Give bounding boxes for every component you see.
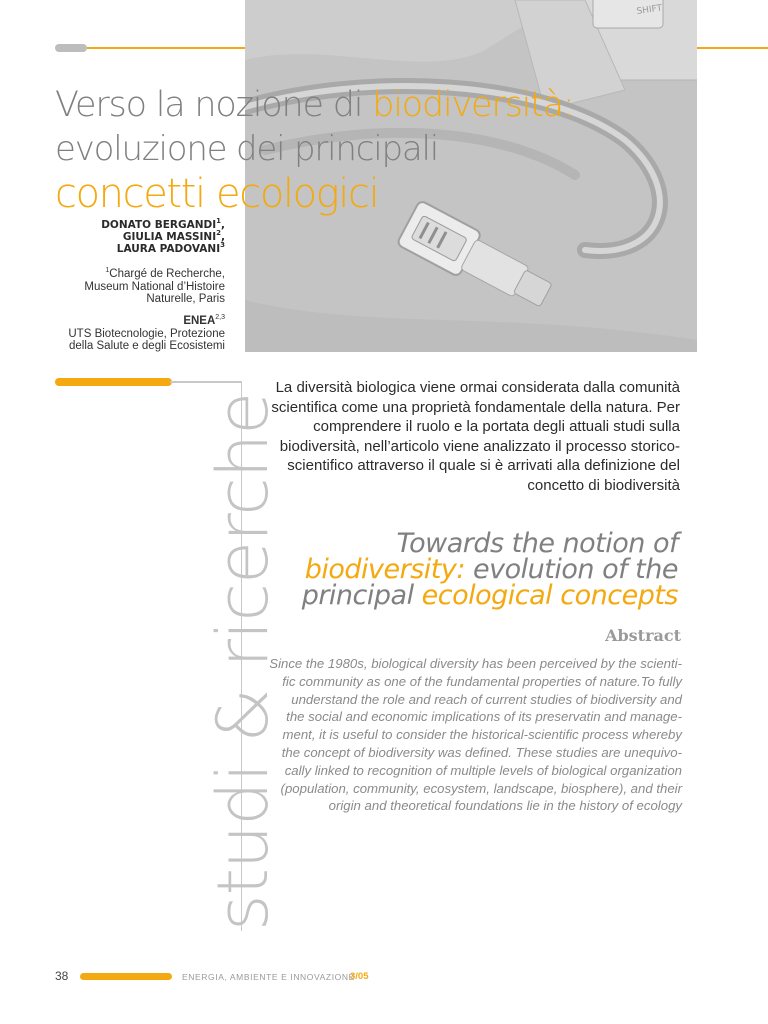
affiliation-line: della Salute e degli Ecosistemi <box>69 340 225 352</box>
abstract-line: the concept of biodiversity was defined. These studies are unequivo- <box>281 744 682 760</box>
author-sup: 2 <box>216 229 221 237</box>
abstract-heading: Abstract <box>605 626 681 645</box>
summary-line: La diversità biologica viene ormai considerata dalla comunità <box>275 379 680 396</box>
affiliation-text: Chargé de Recherche, <box>109 268 225 280</box>
author-list <box>101 219 225 255</box>
italian-summary <box>260 378 680 496</box>
affiliation-sup: 2,3 <box>215 314 225 321</box>
affiliation-enea <box>68 315 225 353</box>
affiliation-line <box>84 268 225 281</box>
summary-line: comprendere il ruolo e la portata degli attuali studi sulla <box>313 418 680 436</box>
affiliation-line: UTS Biotecnologie, Protezione <box>68 327 225 340</box>
summary-line: concetto di biodiversità <box>527 476 680 494</box>
author-sup: 1 <box>216 217 221 225</box>
footer-journal-name: ENERGIA, AMBIENTE E INNOVAZIONE <box>182 972 355 982</box>
author-name: LAURA PADOVANI <box>116 243 221 255</box>
author <box>101 243 225 255</box>
article-title-italian <box>55 83 675 217</box>
en-title-line-3 <box>301 580 678 611</box>
author <box>101 219 225 231</box>
footer-orange-pill <box>80 973 172 980</box>
abstract-text <box>262 655 682 815</box>
key-label: SHIFT <box>636 3 663 17</box>
header-grey-pill <box>55 44 87 52</box>
abstract-line: understand the role and reach of current studies of biodiversity and <box>291 691 682 707</box>
footer-issue: 3/05 <box>350 971 369 982</box>
affiliation-line: Museum National d’Histoire <box>84 280 225 293</box>
summary-line: scientifica come una proprietà fondamentale della natura. Per <box>271 398 680 416</box>
title-line-3: concetti ecologici <box>55 171 379 217</box>
abstract-line: (population, community, ecosystem, landscape, biosphere), and their <box>280 780 682 796</box>
section-label-vertical: studi & ricerche <box>202 392 284 931</box>
title-line-1 <box>55 83 675 127</box>
summary-line: scientifico attraverso il quale si è arrivati alla definizione del <box>287 457 680 475</box>
en-title-line-3-gray: principal <box>301 580 422 611</box>
affiliation-paris <box>84 268 225 306</box>
en-title-line-3-orange: ecological concepts <box>421 580 678 611</box>
en-title-line-1: Towards the notion of <box>396 528 678 559</box>
abstract-line: Since the 1980s, biological diversity has been perceived by the scienti- <box>269 656 682 671</box>
author-sup: 3 <box>220 241 225 249</box>
en-title-line-2-orange: biodiversity: <box>304 554 465 585</box>
author-name: DONATO BERGANDI <box>101 219 217 231</box>
title-line-1-gray: Verso la nozione di <box>55 85 373 125</box>
abstract-line: origin and theoretical foundations lie in the history of ecology <box>328 798 682 814</box>
left-grey-rule <box>170 381 242 383</box>
title-line-2: evoluzione dei principali <box>55 129 438 169</box>
affiliation-line <box>68 315 225 328</box>
page-number: 38 <box>55 969 69 983</box>
summary-line: biodiversità, nell’articolo viene analizzato il processo storico- <box>279 437 680 455</box>
article-title-english <box>301 528 678 611</box>
abstract-line: ment, it is useful to consider the historical-scientific process whereby <box>282 727 682 743</box>
author-suffix: , <box>221 219 225 231</box>
affiliation-line: Naturelle, Paris <box>146 293 225 305</box>
affiliation-org: ENEA <box>183 315 216 327</box>
author <box>101 231 225 243</box>
author-name: GIULIA MASSINI <box>122 231 217 243</box>
author-suffix: , <box>221 231 225 243</box>
abstract-line: cally linked to recognition of multiple levels of biological organization <box>284 762 682 778</box>
en-title-line-2-gray: evolution of the <box>464 554 678 585</box>
abstract-line: the social and economic implications of its preservatin and manage- <box>286 709 682 725</box>
left-orange-pill <box>55 378 172 386</box>
affiliation-sup: 1 <box>105 267 110 274</box>
abstract-line: fic community as one of the fundamental properties of nature.To fully <box>282 673 682 689</box>
title-line-1-orange: biodiversità: <box>372 85 574 125</box>
